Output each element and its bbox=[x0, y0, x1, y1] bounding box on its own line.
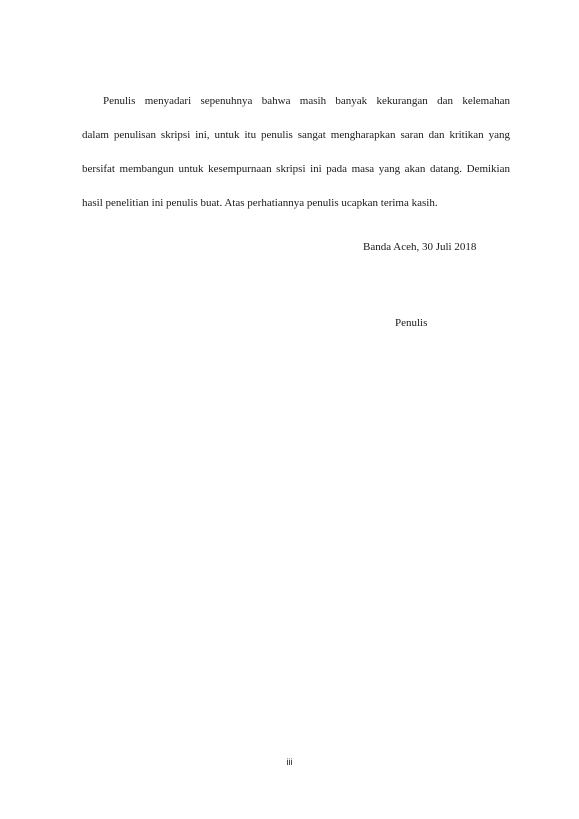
closing-paragraph bbox=[82, 96, 510, 209]
paragraph-line: dalam penulisan skripsi ini, untuk itu penulis sangat mengharapkan saran dan kritikan yang bbox=[82, 129, 510, 141]
author-signature-label: Penulis bbox=[395, 317, 428, 329]
paragraph-line: bersifat membangun untuk kesempurnaan skripsi ini pada masa yang akan datang. Demikian bbox=[82, 163, 510, 175]
paragraph-line: Penulis menyadari sepenuhnya bahwa masih banyak kekurangan dan kelemahan bbox=[103, 95, 510, 107]
place-and-date: Banda Aceh, 30 Juli 2018 bbox=[363, 241, 477, 253]
paragraph-line: hasil penelitian ini penulis buat. Atas perhatiannya penulis ucapkan terima kasih. bbox=[82, 197, 438, 209]
page-number: iii bbox=[286, 757, 293, 767]
